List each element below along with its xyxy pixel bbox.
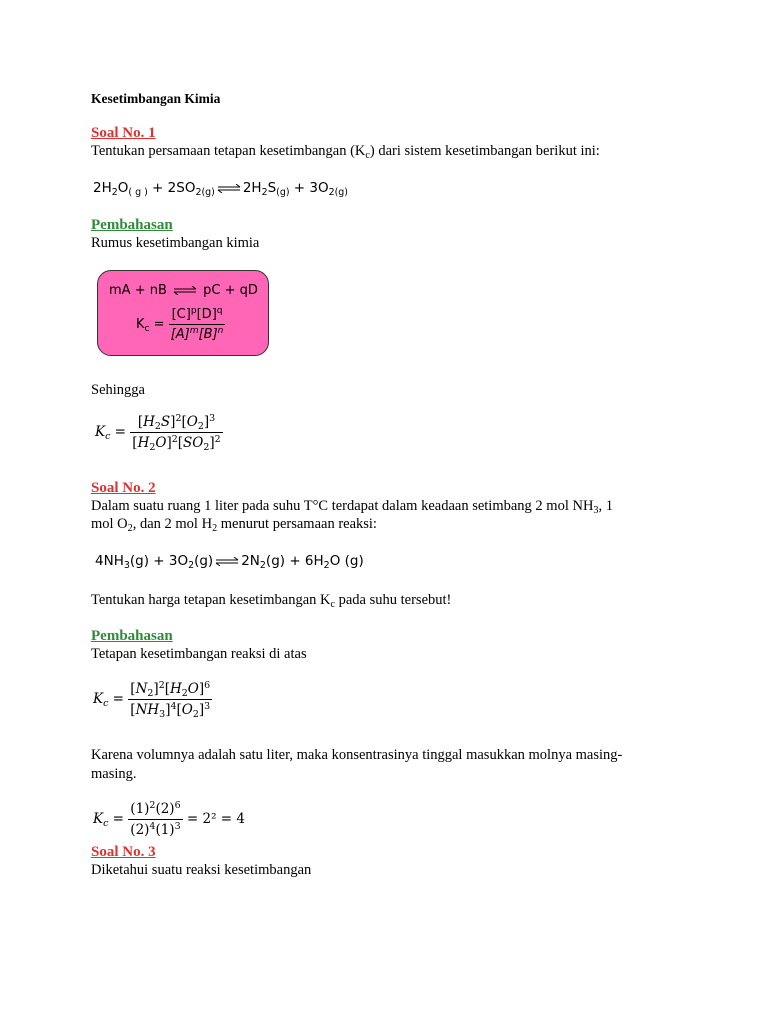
page-title: Kesetimbangan Kimia <box>91 91 221 106</box>
equilibrium-arrow-icon <box>173 286 197 295</box>
pembahasan-1-heading: Pembahasan <box>91 217 173 233</box>
kc-formula-soal-1: $K_c$ = $\frac{[H_2S]^2[O_2]^3}{[H_2O]^2[SO_2]^2}$ <box>95 413 221 453</box>
pembahasan-1-text: Rumus kesetimbangan kimia <box>91 235 260 251</box>
soal-2-heading: Soal No. 2 <box>91 480 156 496</box>
pembahasan-2-note: Karena volumnya adalah satu liter, maka konsentrasinya tinggal masukkan molnya masing-masing. <box>91 747 623 782</box>
sehingga-text: Sehingga <box>91 382 145 398</box>
pembahasan-2-text: Tetapan kesetimbangan reaksi di atas <box>91 646 307 662</box>
equation-soal-1: $2H_2O_{( g )} + 2SO_{2(g)}$ $2H_2S_{(g)} + 3O_{2(g)}$ <box>93 180 348 198</box>
kc-calculation: $K_c$ = $\frac{(1)^2(2)^6}{(2)^4(1)^3}$ = 2² = 4 <box>93 800 245 838</box>
formula-box <box>97 270 269 356</box>
equilibrium-arrow-icon <box>215 557 239 566</box>
pembahasan-2-heading: Pembahasan <box>91 628 173 644</box>
kc-result: = 2² = 4 <box>186 811 245 827</box>
equilibrium-arrow-icon <box>217 184 241 193</box>
soal-2-question: Tentukan harga tetapan kesetimbangan $K_c$ pada suhu tersebut! <box>91 592 452 610</box>
kc-formula-soal-2: $K_c$ = $\frac{[N_2]^2[H_2O]^6}{[NH_3]^4[O_2]^3}$ <box>93 680 211 720</box>
general-reaction: mA + nB pC + qD <box>109 283 258 298</box>
soal-2-line-1: Dalam suatu ruang 1 liter pada suhu T°C terdapat dalam keadaan setimbang 2 mol $NH_3$, 1 <box>91 498 613 516</box>
soal-2-line-2: mol $O_2$, dan 2 mol $H_2$ menurut persamaan reaksi: <box>91 516 377 534</box>
soal-1-question: Tentukan persamaan tetapan kesetimbangan $(K_c)$ dari sistem kesetimbangan berikut ini: <box>91 143 600 161</box>
equation-soal-2: $4NH_3(g) + 3O_2(g) 2N_2(g) + 6H_2O$ (g) <box>95 553 364 571</box>
soal-3-heading: Soal No. 3 <box>91 844 156 860</box>
soal-3-text: Diketahui suatu reaksi kesetimbangan <box>91 862 312 878</box>
soal-1-heading: Soal No. 1 <box>91 125 156 141</box>
general-kc-formula: $K_c$ = $\frac{[C]^p[D]^q}{[A]^m[B]^n}$ <box>136 306 224 342</box>
